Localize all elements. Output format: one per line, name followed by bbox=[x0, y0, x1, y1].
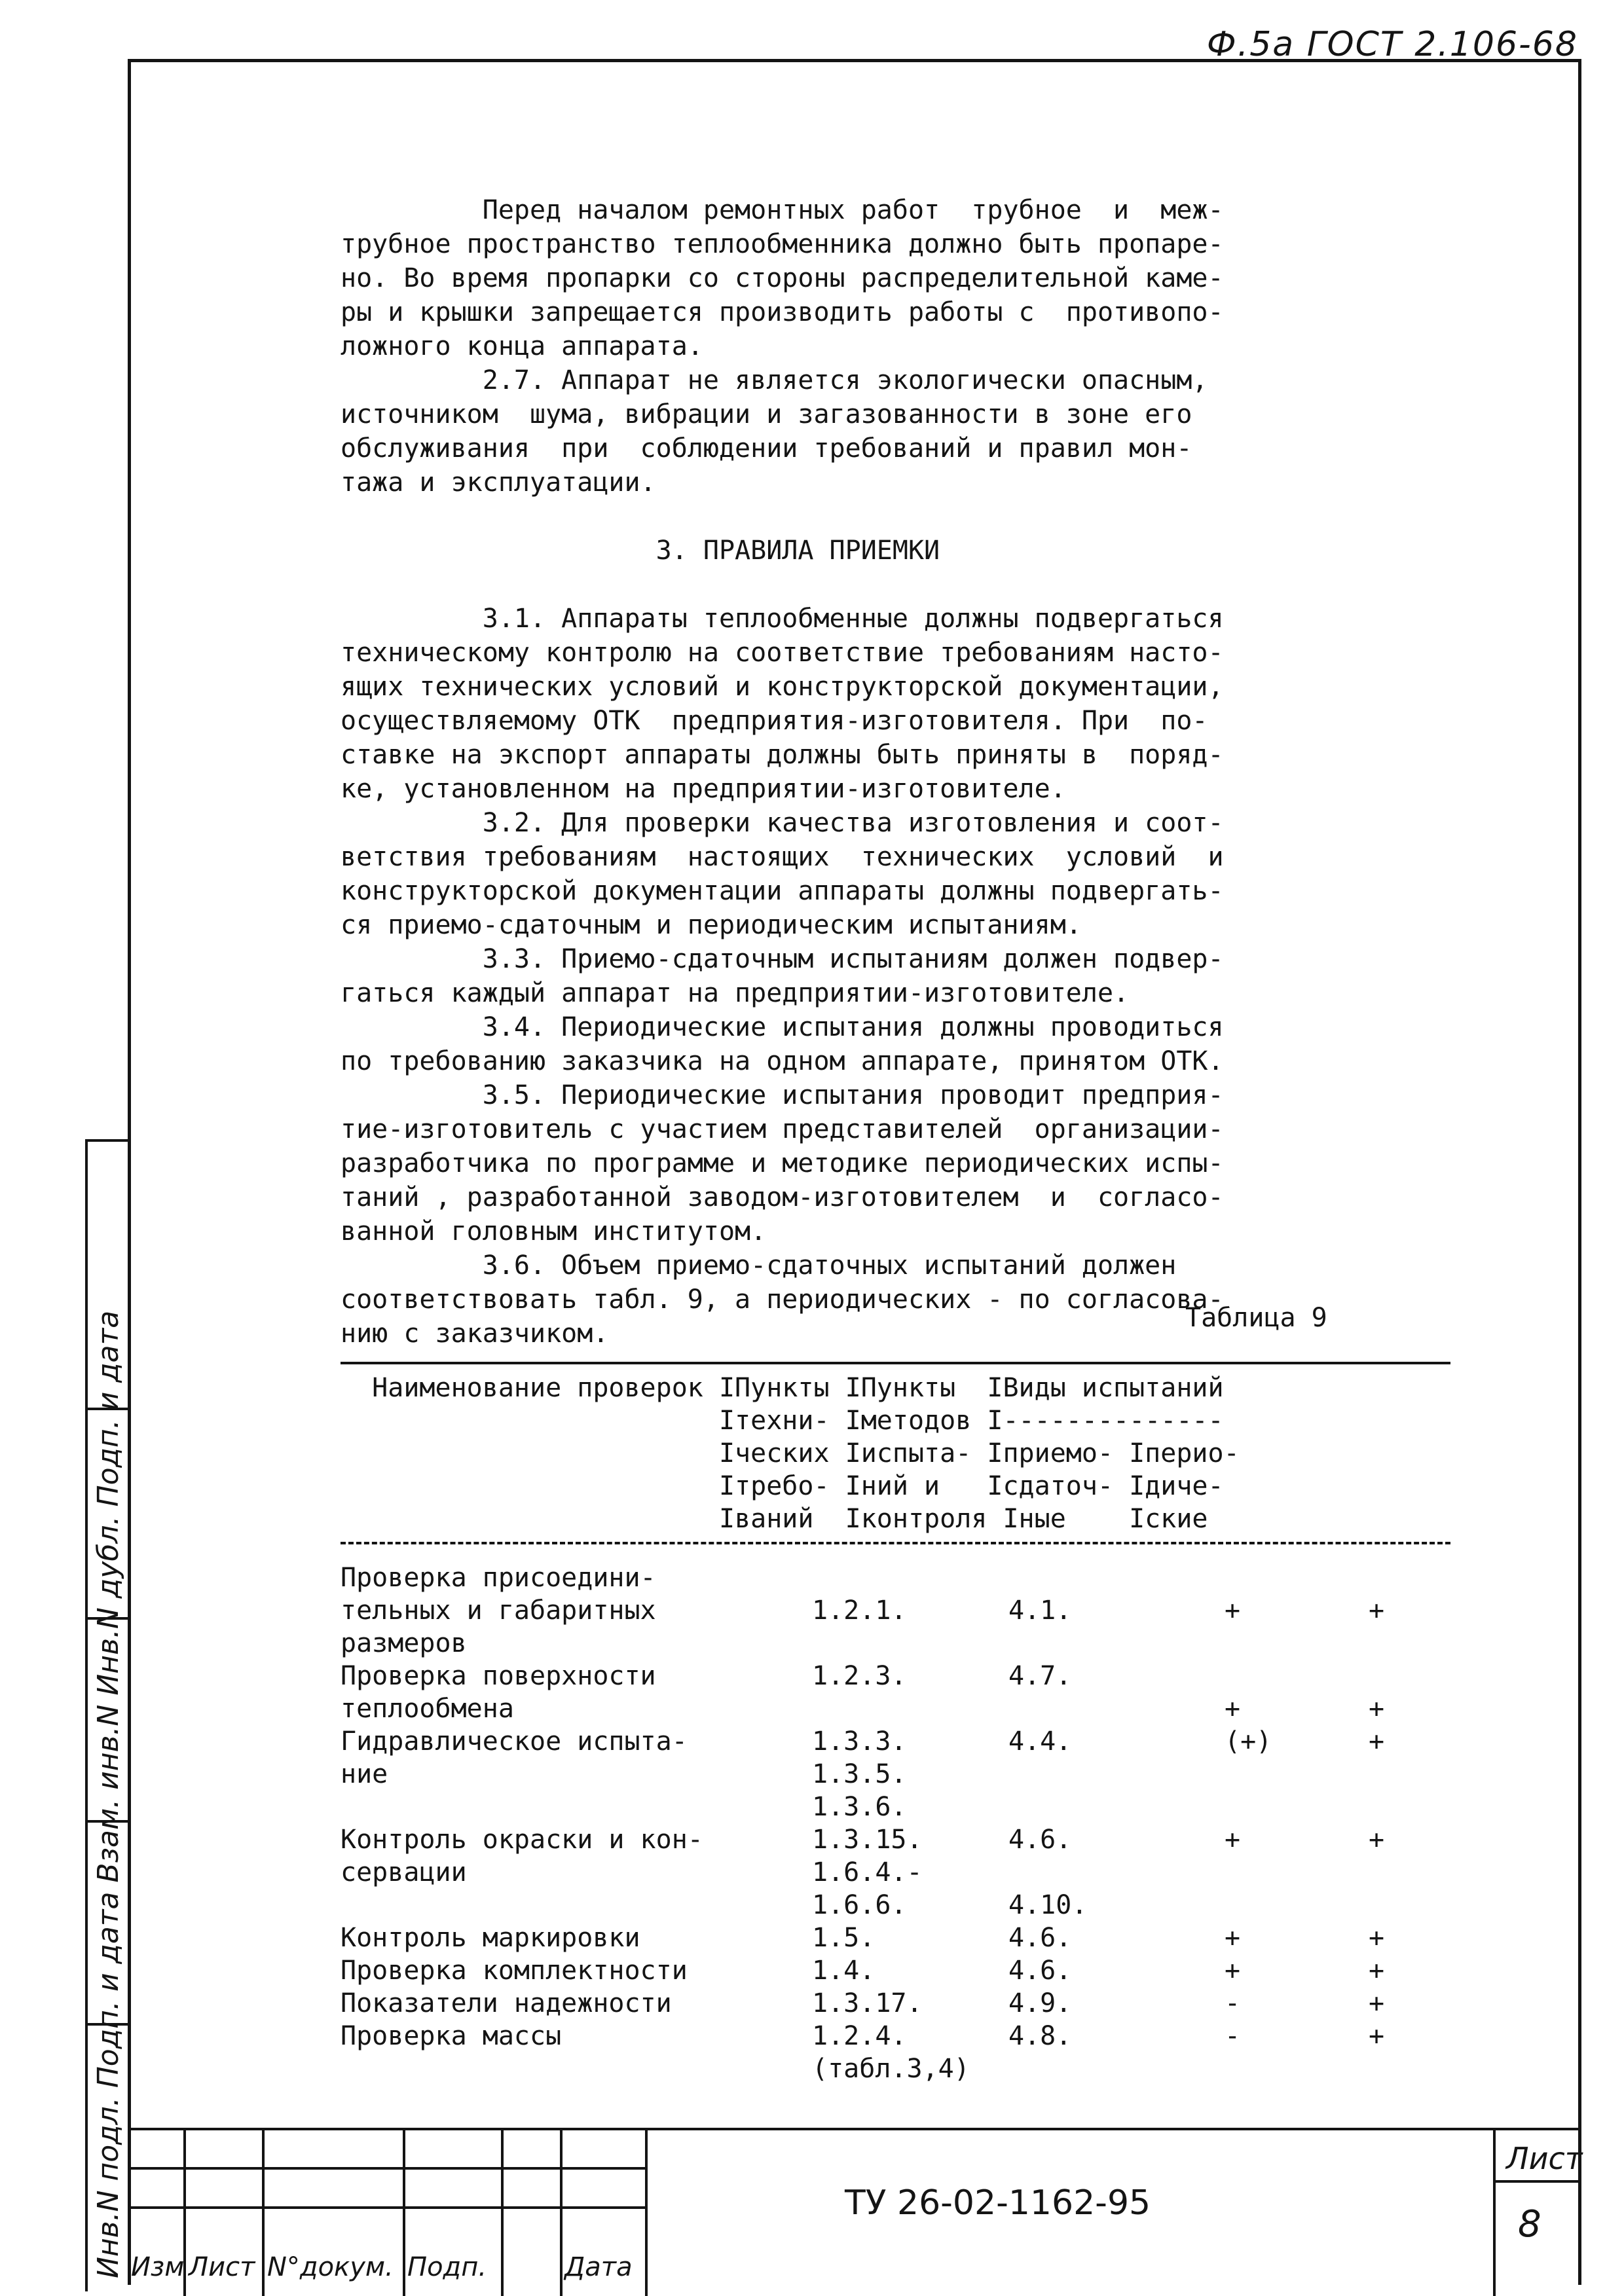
cell-acceptance: + bbox=[1225, 1923, 1241, 1953]
body-line: разработчика по программе и методике периодических испы- bbox=[341, 1148, 1224, 1178]
cell-acceptance: + bbox=[1225, 1694, 1241, 1724]
body-line: техническому контролю на соответствие требованиям насто- bbox=[341, 638, 1224, 668]
cell-requirements-item: (табл.3,4) bbox=[812, 2054, 970, 2084]
cell-methods-item: 4.6. bbox=[1008, 1825, 1072, 1855]
cell-requirements-item: 1.4. bbox=[812, 1956, 876, 1986]
body-line: 3.3. Приемо-сдаточным испытаниям должен подвер- bbox=[341, 944, 1224, 974]
body-line: гаться каждый аппарат на предприятии-изготовителе. bbox=[341, 978, 1130, 1008]
body-line bbox=[341, 500, 1454, 534]
body-line: осуществляемому ОТК предприятия-изготовителя. При по- bbox=[341, 706, 1208, 736]
body-line: 3.1. Аппараты теплообменные должны подвергаться bbox=[341, 604, 1224, 634]
cell-methods-item: 4.6. bbox=[1008, 1923, 1072, 1953]
body-line: ры и крышки запрещается производить работы с противопо- bbox=[341, 297, 1224, 327]
cell-requirements-item: 1.2.1. bbox=[812, 1595, 907, 1626]
cell-methods-item: 4.9. bbox=[1008, 1988, 1072, 2018]
table-title: Таблица 9 bbox=[1185, 1303, 1327, 1333]
title-block-top-rule bbox=[128, 2128, 1581, 2130]
table-header-line: Наименование проверок IПункты IПункты IВиды испытаний bbox=[341, 1373, 1224, 1403]
cell-acceptance: + bbox=[1225, 1595, 1241, 1626]
document-designation: ТУ 26-02-1162-95 bbox=[845, 2183, 1151, 2223]
body-line: нию с заказчиком. bbox=[341, 1319, 609, 1349]
label-doc-number: N°докум. bbox=[267, 2252, 394, 2282]
body-line: ложного конца аппарата. bbox=[341, 331, 703, 361]
cell-check-name: Проверка присоедини- bbox=[341, 1563, 656, 1593]
form-code: Ф.5а ГОСТ 2.106-68 bbox=[1206, 25, 1578, 64]
cell-methods-item: 4.8. bbox=[1008, 2021, 1072, 2051]
cell-methods-item: 4.1. bbox=[1008, 1595, 1072, 1626]
body-line: тие-изготовитель с участием представителей организации- bbox=[341, 1114, 1224, 1144]
cell-requirements-item: 1.3.6. bbox=[812, 1792, 907, 1822]
body-line: ке, установленном на предприятии-изготовителе. bbox=[341, 774, 1066, 804]
table-header-line: Iческих Iиспыта- Iприемо- Iперио- bbox=[341, 1438, 1240, 1468]
cell-periodic: + bbox=[1369, 1726, 1385, 1757]
cell-requirements-item: 1.3.5. bbox=[812, 1759, 907, 1789]
cell-methods-item: 4.10. bbox=[1008, 1890, 1088, 1920]
sheet-cell-rule bbox=[1493, 2180, 1581, 2183]
cell-requirements-item: 1.2.4. bbox=[812, 2021, 907, 2051]
label-list: Лист bbox=[189, 2252, 255, 2282]
cell-check-name: Контроль маркировки bbox=[341, 1923, 640, 1953]
title-block-col-rule bbox=[501, 2128, 504, 2296]
cell-methods-item: 4.7. bbox=[1008, 1661, 1072, 1691]
cell-check-name: размеров bbox=[341, 1628, 467, 1658]
body-line: по требованию заказчика на одном аппарате, принятом ОТК. bbox=[341, 1046, 1224, 1076]
table-header-line: Iваний Iконтроля Iные Iские bbox=[341, 1504, 1208, 1534]
title-block-col-rule bbox=[403, 2128, 405, 2296]
body-line: ветствия требованиям настоящих технических условий и bbox=[341, 842, 1224, 872]
cell-requirements-item: 1.5. bbox=[812, 1923, 876, 1953]
cell-check-name: тельных и габаритных bbox=[341, 1595, 656, 1626]
body-line: ся приемо-сдаточным и периодическим испытаниям. bbox=[341, 910, 1082, 940]
title-block-col-rule bbox=[262, 2128, 265, 2296]
body-line: источником шума, вибрации и загазованности в зоне его bbox=[341, 399, 1192, 429]
label-izm: Изм bbox=[131, 2252, 185, 2282]
body-line: 3.2. Для проверки качества изготовления и соот- bbox=[341, 808, 1224, 838]
body-line: соответствовать табл. 9, а периодических - по согласова- bbox=[341, 1285, 1224, 1315]
body-line: конструкторской документации аппараты должны подвергать- bbox=[341, 876, 1224, 906]
cell-check-name: Проверка массы bbox=[341, 2021, 562, 2051]
side-strip-labels: Инв.N подл. Подп. и дата Взам. инв.N Инв.N дубл. Подп. и дата bbox=[92, 1310, 125, 2278]
cell-acceptance: - bbox=[1225, 2021, 1241, 2051]
cell-requirements-item: 1.3.3. bbox=[812, 1726, 907, 1757]
cell-periodic: + bbox=[1369, 2021, 1385, 2051]
title-block-row-rule bbox=[128, 2206, 645, 2209]
cell-acceptance: - bbox=[1225, 1988, 1241, 2018]
cell-periodic: + bbox=[1369, 1694, 1385, 1724]
sheet-label: Лист bbox=[1506, 2141, 1583, 2176]
sheet-number: 8 bbox=[1518, 2203, 1541, 2246]
cell-periodic: + bbox=[1369, 1825, 1385, 1855]
cell-check-name: Гидравлическое испыта- bbox=[341, 1726, 688, 1757]
body-line: тажа и эксплуатации. bbox=[341, 467, 656, 498]
body-line: ящих технических условий и конструкторской документации, bbox=[341, 672, 1224, 702]
title-block-col-rule bbox=[560, 2128, 563, 2296]
body-line: таний , разработанной заводом-изготовителем и согласо- bbox=[341, 1182, 1224, 1212]
body-line: обслуживания при соблюдении требований и правил мон- bbox=[341, 433, 1192, 464]
cell-periodic: + bbox=[1369, 1923, 1385, 1953]
body-line: трубное пространство теплообменника должно быть пропаре- bbox=[341, 229, 1224, 259]
section-title: 3. ПРАВИЛА ПРИЕМКИ bbox=[341, 536, 940, 566]
body-line: Перед началом ремонтных работ трубное и меж- bbox=[341, 195, 1224, 225]
table-header-rule bbox=[341, 1542, 1450, 1544]
body-line: ванной головным институтом. bbox=[341, 1216, 767, 1247]
body-line: 3.4. Периодические испытания должны проводиться bbox=[341, 1012, 1224, 1042]
cell-check-name: Контроль окраски и кон- bbox=[341, 1825, 703, 1855]
cell-acceptance: (+) bbox=[1225, 1726, 1272, 1757]
cell-check-name: Показатели надежности bbox=[341, 1988, 672, 2018]
body-line: ставке на экспорт аппараты должны быть приняты в поряд- bbox=[341, 740, 1224, 770]
cell-requirements-item: 1.3.15. bbox=[812, 1825, 923, 1855]
cell-check-name: Проверка комплектности bbox=[341, 1956, 688, 1986]
table-header-line: Iтребо- Iний и Iсдаточ- Iдиче- bbox=[341, 1471, 1224, 1501]
body-line bbox=[341, 568, 1454, 602]
cell-check-name: ние bbox=[341, 1759, 388, 1789]
table-top-rule bbox=[341, 1362, 1450, 1364]
body-text bbox=[341, 193, 1454, 1351]
body-line: 3.6. Объем приемо-сдаточных испытаний должен bbox=[341, 1250, 1177, 1281]
title-block-row-rule bbox=[128, 2167, 645, 2170]
cell-requirements-item: 1.6.4.- bbox=[812, 1857, 923, 1887]
cell-acceptance: + bbox=[1225, 1956, 1241, 1986]
cell-requirements-item: 1.6.6. bbox=[812, 1890, 907, 1920]
body-line: 2.7. Аппарат не является экологически опасным, bbox=[341, 365, 1208, 395]
cell-periodic: + bbox=[1369, 1956, 1385, 1986]
cell-periodic: + bbox=[1369, 1595, 1385, 1626]
cell-methods-item: 4.4. bbox=[1008, 1726, 1072, 1757]
cell-check-name: Проверка поверхности bbox=[341, 1661, 656, 1691]
body-line: 3.5. Периодические испытания проводит предприя- bbox=[341, 1080, 1224, 1110]
cell-check-name: сервации bbox=[341, 1857, 467, 1887]
cell-requirements-item: 1.2.3. bbox=[812, 1661, 907, 1691]
title-block-col-rule bbox=[1493, 2128, 1496, 2296]
table-header-line: Iтехни- Iметодов I-------------- bbox=[341, 1406, 1224, 1436]
cell-check-name: теплообмена bbox=[341, 1694, 514, 1724]
label-date: Дата bbox=[564, 2252, 633, 2282]
title-block-col-rule bbox=[645, 2128, 648, 2296]
label-signature: Подп. bbox=[407, 2252, 487, 2282]
cell-requirements-item: 1.3.17. bbox=[812, 1988, 923, 2018]
cell-methods-item: 4.6. bbox=[1008, 1956, 1072, 1986]
body-line: но. Во время пропарки со стороны распределительной каме- bbox=[341, 263, 1224, 293]
cell-acceptance: + bbox=[1225, 1825, 1241, 1855]
cell-periodic: + bbox=[1369, 1988, 1385, 2018]
